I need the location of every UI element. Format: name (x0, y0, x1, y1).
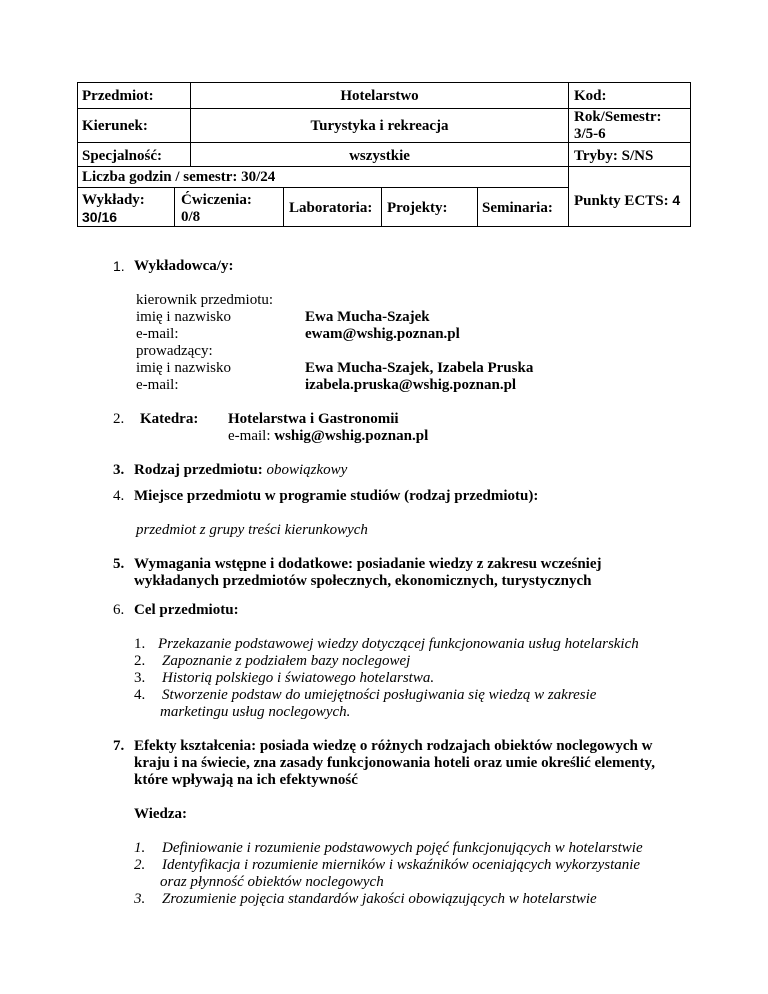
przedmiot-value: Hotelarstwo (340, 88, 419, 104)
kierunek-value: Turystyka i rekreacja (310, 118, 449, 134)
wiedza-item: Identyfikacja i rozumienie mierników i wskaźników oceniających wykorzystanie (162, 857, 641, 873)
katedra-label: Katedra: (140, 411, 199, 427)
laboratoria-label: Laboratoria: (289, 200, 373, 216)
projekty-label: Projekty: (387, 200, 448, 216)
rodzaj-value: obowiązkowy (266, 462, 348, 478)
s7-number: 7. (113, 738, 125, 754)
rodzaj-przedmiotu: Rodzaj przedmiotu: obowiązkowy (134, 462, 348, 478)
rok-value: 3/5-6 (574, 126, 606, 142)
wiedza-item-num: 1. (134, 840, 146, 856)
katedra-email-line: e-mail: wshig@wshig.poznan.pl (228, 428, 429, 444)
wyklady-value: 30/16 (82, 209, 118, 225)
wiedza-item-num: 3. (134, 891, 146, 907)
przedmiot-label: Przedmiot: (82, 88, 154, 104)
kod-label: Kod: (574, 88, 607, 104)
specjalnosc-label: Specjalność: (82, 148, 162, 164)
wiedza-item-cont: oraz płynność obiektów noclegowych (160, 874, 384, 890)
cel-item: Przekazanie podstawowej wiedzy dotyczącej funkcjonowania usług hotelarskich (158, 636, 639, 652)
s6-number: 6. (113, 602, 125, 618)
prowadzacy-label: prowadzący: (136, 343, 213, 359)
s1-number: 1. (113, 258, 125, 274)
wiedza-item: Definiowanie i rozumienie podstawowych pojęć funkcjonujących w hotelarstwie (162, 840, 643, 856)
cel-item-num: 4. (134, 687, 146, 703)
katedra-value: Hotelarstwa i Gastronomii (228, 411, 399, 427)
cel-item: Zapoznanie z podziałem bazy noclegowej (162, 653, 411, 669)
ects-label: Punkty ECTS: 4 (574, 192, 681, 209)
efekty-line2: kraju i na świecie, zna zasady funkcjonowania hoteli oraz umie określić elementy, (134, 755, 655, 771)
cel-item-cont: marketingu usług noclegowych. (160, 704, 351, 720)
efekty-line1: Efekty kształcenia: posiada wiedzę o różnych rodzajach obiektów noclegowych w (134, 738, 653, 754)
prowadzacy-names: Ewa Mucha-Szajek, Izabela Pruska (305, 360, 534, 376)
wiedza-item: Zrozumienie pojęcia standardów jakości obowiązujących w hotelarstwie (162, 891, 597, 907)
wyklady-label: Wykłady: (82, 192, 145, 208)
kierownik-name: Ewa Mucha-Szajek (305, 309, 430, 325)
cel-item-num: 1. (134, 636, 146, 652)
cel-item: Historią polskiego i światowego hotelarstwa. (162, 670, 435, 686)
imie-nazwisko-label-1: imię i nazwisko (136, 309, 231, 325)
email-label-2: e-mail: (136, 377, 179, 393)
specjalnosc-value: wszystkie (349, 148, 410, 164)
cel-item-num: 2. (134, 653, 146, 669)
wiedza-item-num: 2. (134, 857, 146, 873)
kierownik-label: kierownik przedmiotu: (136, 292, 274, 308)
s1-title: Wykładowca/y: (134, 258, 234, 274)
wymagania-line2: wykładanych przedmiotów społecznych, ekonomicznych, turystycznych (134, 573, 592, 589)
liczba-godzin: Liczba godzin / semestr: 30/24 (82, 169, 276, 185)
ects-value: 4 (672, 192, 681, 208)
s3-number: 3. (113, 462, 125, 478)
tryby-label: Tryby: S/NS (574, 148, 654, 164)
katedra-email: wshig@wshig.poznan.pl (274, 428, 429, 444)
cel-item-num: 3. (134, 670, 146, 686)
kierownik-email: ewam@wshig.poznan.pl (305, 326, 460, 342)
imie-nazwisko-label-2: imię i nazwisko (136, 360, 231, 376)
miejsce-label: Miejsce przedmiotu w programie studiów (rodzaj przedmiotu): (134, 488, 539, 504)
cwiczenia-value: 0/8 (181, 209, 201, 225)
miejsce-value: przedmiot z grupy treści kierunkowych (136, 522, 368, 538)
s4-number: 4. (113, 488, 125, 504)
wymagania-line1: Wymagania wstępne i dodatkowe: posiadanie wiedzy z zakresu wcześniej (134, 556, 602, 572)
s2-number: 2. (113, 411, 125, 427)
wiedza-title: Wiedza: (134, 806, 188, 822)
seminaria-label: Seminaria: (482, 200, 553, 216)
kierunek-label: Kierunek: (82, 118, 148, 134)
prowadzacy-email: izabela.pruska@wshig.poznan.pl (305, 377, 517, 393)
rok-label: Rok/Semestr: (574, 109, 662, 125)
cel-item: Stworzenie podstaw do umiejętności posługiwania się wiedzą w zakresie (162, 687, 597, 703)
efekty-line3: które wpływają na ich efektywność (134, 772, 358, 788)
cwiczenia-label: Ćwiczenia: (181, 192, 252, 208)
s5-number: 5. (113, 556, 125, 572)
cel-title: Cel przedmiotu: (134, 602, 239, 618)
email-label-1: e-mail: (136, 326, 179, 342)
